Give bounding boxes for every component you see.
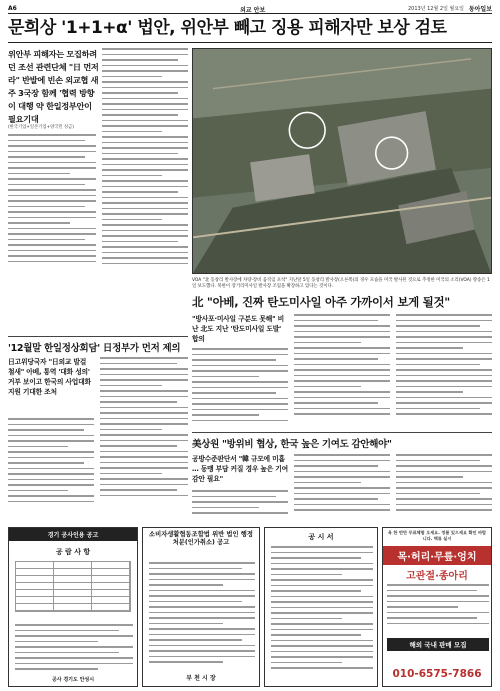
body-column-2	[102, 48, 188, 274]
page-header	[8, 4, 492, 14]
health-ad-recruit: 해외 국내 판매 모집	[387, 638, 489, 651]
section-rule	[8, 336, 188, 337]
health-ad-subheadline: 고관절·종아리	[406, 571, 468, 582]
notice-ad-2-title: 소비자생활협동조합법 위반 법인 행정처분(인가취소) 공고	[149, 531, 253, 546]
section-name: 외교 안보	[240, 7, 266, 14]
health-ad-headline: 목·허리·무릎·엉치	[383, 546, 491, 565]
north-body-3	[396, 314, 492, 430]
health-ad-body	[387, 584, 489, 634]
notice-ad-1-body	[15, 624, 133, 674]
north-headline: 北 "아베, 진짜 탄도미사일 아주 가까이서 보게 될것"	[192, 295, 450, 309]
notice-ad-1-subtitle: 공 람 사 항	[55, 548, 91, 556]
article-lead: 위안부 피해자는 모집하려던 조선 관련단체 "日 먼저라" 반발에 빈손 외교협 새주 3국장 함께 '협력 방향 이 대행 약 한일정부안이 필요기대	[8, 49, 99, 124]
north-body-1	[192, 348, 288, 430]
summit-headline: '12월말 한일정상회담' 日정부가 먼저 제의	[8, 343, 181, 354]
north-body-2	[294, 314, 390, 430]
notice-ad-1	[8, 527, 138, 687]
us-deck: 공방수준판단서 "韓 규모에 미흡 … 동맹 부담 커질 경우 높은 기여 감안 필요"	[192, 455, 288, 483]
satellite-photo	[192, 48, 492, 274]
summit-body-1	[8, 418, 94, 510]
notice-ad-1-table	[15, 561, 131, 612]
body-column-1	[8, 134, 96, 274]
health-ad-phone: 010-6575-7866	[392, 668, 482, 680]
advertisement-zone	[0, 527, 500, 691]
us-body-1	[192, 490, 288, 520]
issue-date: 2013년 12월 2일 월요일	[407, 6, 464, 12]
health-product-ad	[382, 527, 492, 687]
page-number: A6	[8, 5, 17, 12]
health-ad-top: 육 한 번만 무료체험 오세요. 정품 있으세요 확인 바랍니다. 맥류 실시	[387, 530, 487, 541]
north-deck: "방사포·미사일 구분도 못해" 비난 北도 지난 '탄도미사일 도발' 합의	[192, 315, 284, 343]
newspaper-brand: 동아일보	[468, 6, 492, 13]
summit-deck: 日고위당국자 "日외교 발걸 철새" 아베, 통역 '대화 성의' 거부 보이고 한국의 사업대화 지원 기대한 조처	[8, 358, 91, 396]
notice-ad-2-body	[149, 562, 255, 670]
notice-ad-3-body	[271, 546, 373, 682]
notice-ad-3	[264, 527, 378, 687]
photo-caption: VOA "北 동창리 발사장에 차량·장비 움직임 포착" 지난달 5일 동창리 발사장(오른쪽)의 경우 모습을 미국 발사된 것으로 추정한 미국의 소리(VOA) 방송은 1일 보도했다. 북한이 장거리미사일 발사장 조립을 확장하고 있다는 것이다.	[192, 278, 490, 289]
notice-ad-1-footer: 공사 경기도 안성시	[51, 677, 95, 683]
main-headline: 문희상 '1+1+α' 법안, 위안부 빼고 징용 피해자만 보상 검토	[8, 18, 447, 38]
article-subtitle: (한국기업+일본기업+양국민 성금)	[8, 125, 74, 130]
notice-ad-3-title: 공 시 서	[308, 533, 334, 541]
notice-ad-1-title: 경기 공사인용 공고	[9, 528, 137, 541]
us-headline: 美상원 "방위비 협상, 한국 높은 기여도 감안해야"	[192, 439, 392, 450]
summit-body-2	[100, 357, 188, 510]
us-body-3	[396, 454, 492, 520]
headline-rule	[8, 42, 492, 43]
us-story-rule	[192, 432, 492, 433]
notice-ad-2	[142, 527, 260, 687]
notice-ad-2-footer: 부 천 시 장	[186, 675, 216, 682]
us-body-2	[294, 454, 390, 520]
